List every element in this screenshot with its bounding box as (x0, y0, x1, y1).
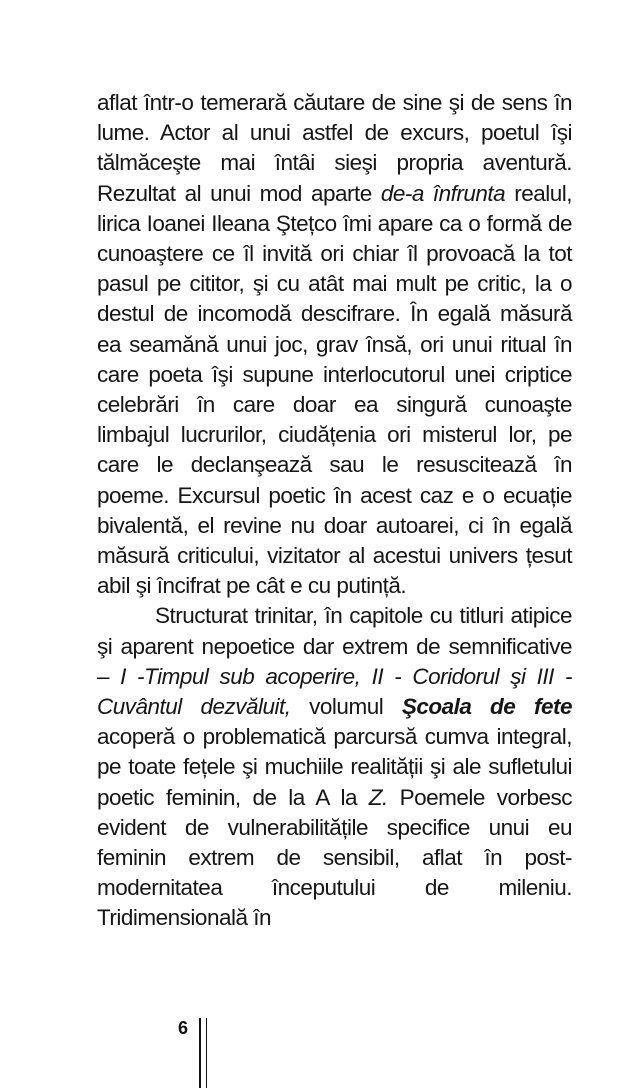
page-number-rule (199, 1018, 207, 1088)
paragraph-2 (97, 601, 572, 933)
body-text (97, 88, 572, 934)
paragraph-2-text-d: Poemele vorbesc evident de vulnerabilitățile specifice unui eu feminin extrem de sensibil, aflat în post-modernitatea începutului de mileniu. Tridimensională în (97, 784, 572, 931)
paragraph-2-text-a: Structurat trinitar, în capitole cu titluri atipice şi aparent nepoetice dar extrem de semnificative – (97, 603, 572, 689)
paragraph-2-text-b: volumul (290, 694, 402, 720)
paragraph-2-italic-letter: Z. (368, 784, 388, 810)
page-number: 6 (178, 1018, 189, 1038)
paragraph-1-text-a: aflat într-o temerară căutare de sine şi de sens în lume. Actor al unui astfel de excurs, poetul îşi tălmăceşte mai întâi sieşi propria aventură. Rezultat al unui mod aparte (97, 90, 572, 206)
paragraph-1-text-b: realul, lirica Ioanei Ileana Ştețco îmi apare ca o formă de cunoaştere ce îl invită ori chiar îl provoacă la tot pasul pe cititor, şi cu atât mai mult pe critic, la o destul de incomodă descifrare. În egală măsură ea seamănă unui joc, grav însă, ori unui ritual în care poeta îşi supune interlocutorul unei criptice celebrări în care doar ea singură cunoaşte limbajul lucrurilor, ciudățenia ori misterul lor, pe care le declanşează sau le resuscitează în poeme. Excursul poetic în acest caz e o ecuație bivalentă, el revine nu doar autoarei, ci în egală măsură criticului, vizitator al acestui univers țesut abil şi încifrat pe cât e cu putință. (97, 180, 572, 599)
paragraph-1-italic-phrase: de-a înfrunta (380, 180, 506, 206)
paragraph-2-text-c: acoperă o problematică parcursă cumva integral, pe toate fețele şi muchiile realității şi ale sufletului poetic feminin, de la A la (97, 724, 572, 810)
paragraph-2-chapter-titles: I -Timpul sub acoperire, II - Coridorul şi III - Cuvântul dezvăluit, (97, 663, 572, 720)
book-title: Şcoala de fete (401, 694, 572, 720)
paragraph-1 (97, 88, 572, 601)
